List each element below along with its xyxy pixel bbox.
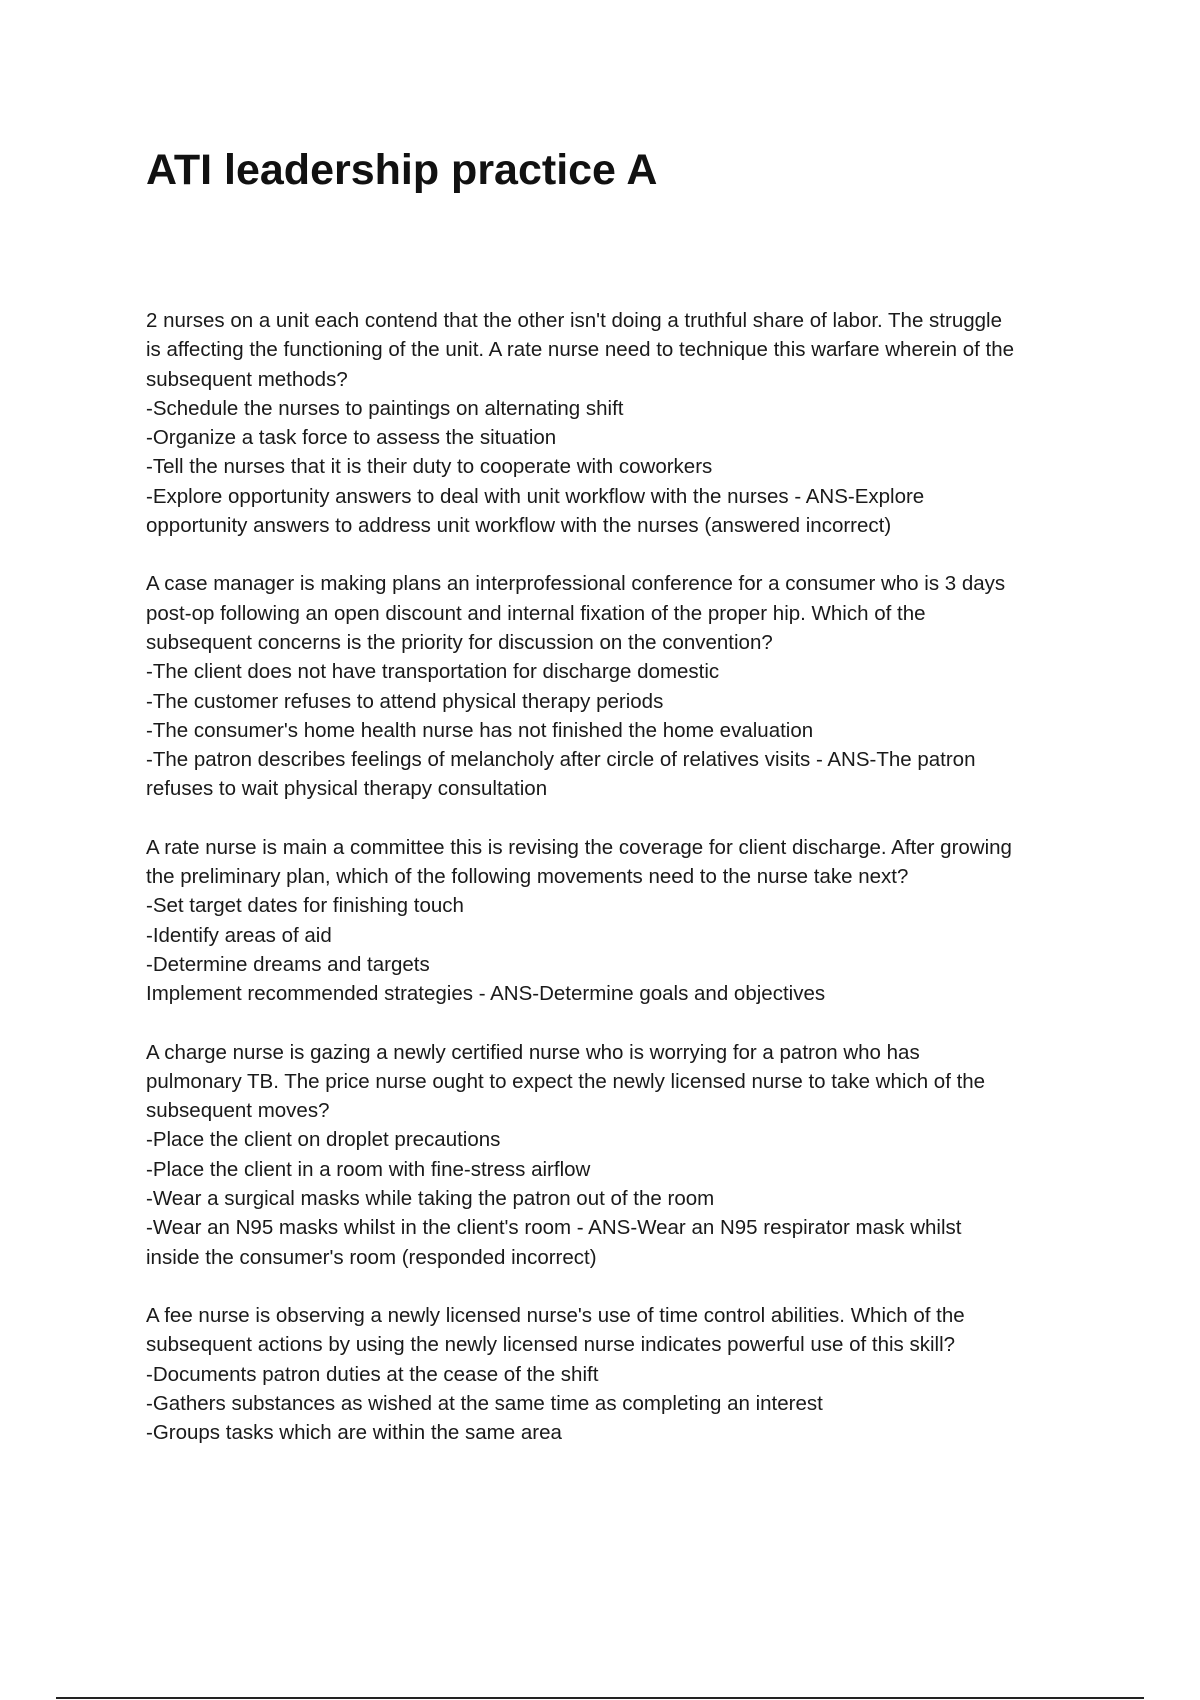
answer-option: -Documents patron duties at the cease of the shift (146, 1362, 599, 1386)
question-text-line: A charge nurse is gazing a newly certified nurse who is worrying for a patron who has (146, 1040, 920, 1064)
answer-option: -Wear a surgical masks while taking the patron out of the room (146, 1187, 715, 1211)
answer-key: inside the consumer's room (responded incorrect) (146, 1245, 597, 1269)
question-5 (146, 1301, 1106, 1447)
answer-option: -Gathers substances as wished at the same time as completing an interest (146, 1391, 823, 1415)
answer-option: -Determine dreams and targets (146, 952, 430, 976)
question-text-line: A fee nurse is observing a newly licensed nurse's use of time control abilities. Which of the (146, 1303, 965, 1327)
page-title: ATI leadership practice A (146, 146, 658, 194)
answer-option: -Wear an N95 masks whilst in the client's room - ANS-Wear an N95 respirator mask whilst (146, 1216, 962, 1240)
answer-option: -Tell the nurses that it is their duty to cooperate with coworkers (146, 455, 713, 479)
document-body (146, 306, 1106, 1476)
answer-key: refuses to wait physical therapy consultation (146, 777, 548, 801)
answer-option: -The consumer's home health nurse has not finished the home evaluation (146, 718, 814, 742)
question-text-line: subsequent moves? (146, 1099, 330, 1123)
answer-option: -Place the client in a room with fine-stress airflow (146, 1157, 591, 1181)
answer-option: Implement recommended strategies - ANS-Determine goals and objectives (146, 982, 826, 1006)
answer-option: -Explore opportunity answers to deal with unit workflow with the nurses - ANS-Explore (146, 484, 925, 508)
question-2 (146, 569, 1106, 803)
question-text-line: subsequent concerns is the priority for discussion on the convention? (146, 630, 773, 654)
question-text-line: A rate nurse is main a committee this is revising the coverage for client discharge. After growing (146, 835, 1012, 859)
question-text-line: A case manager is making plans an interprofessional conference for a consumer who is 3 days (146, 572, 1006, 596)
question-text-line: post-op following an open discount and internal fixation of the proper hip. Which of the (146, 601, 926, 625)
answer-option: -The customer refuses to attend physical therapy periods (146, 689, 664, 713)
answer-key: opportunity answers to address unit workflow with the nurses (answered incorrect) (146, 514, 892, 538)
question-text-line: pulmonary TB. The price nurse ought to expect the newly licensed nurse to take which of the (146, 1069, 986, 1093)
answer-option: -The client does not have transportation for discharge domestic (146, 660, 720, 684)
question-3 (146, 833, 1106, 1009)
answer-option: -Place the client on droplet precautions (146, 1128, 501, 1152)
question-1 (146, 306, 1106, 540)
answer-option: -Groups tasks which are within the same area (146, 1421, 562, 1445)
question-4 (146, 1038, 1106, 1272)
page-divider (56, 1697, 1144, 1699)
question-text-line: subsequent methods? (146, 367, 348, 391)
question-text-line: 2 nurses on a unit each contend that the other isn't doing a truthful share of labor. The struggle (146, 309, 1002, 332)
question-text-line: subsequent actions by using the newly licensed nurse indicates powerful use of this skill? (146, 1333, 956, 1357)
answer-option: -Set target dates for finishing touch (146, 894, 464, 918)
answer-option: -Identify areas of aid (146, 923, 332, 947)
answer-option: -The patron describes feelings of melancholy after circle of relatives visits - ANS-The patron (146, 748, 976, 772)
question-text-line: is affecting the functioning of the unit. A rate nurse need to technique this warfare wherein of the (146, 338, 1015, 362)
answer-option: -Schedule the nurses to paintings on alternating shift (146, 396, 624, 420)
answer-option: -Organize a task force to assess the situation (146, 426, 557, 450)
question-text-line: the preliminary plan, which of the following movements need to the nurse take next? (146, 865, 909, 889)
